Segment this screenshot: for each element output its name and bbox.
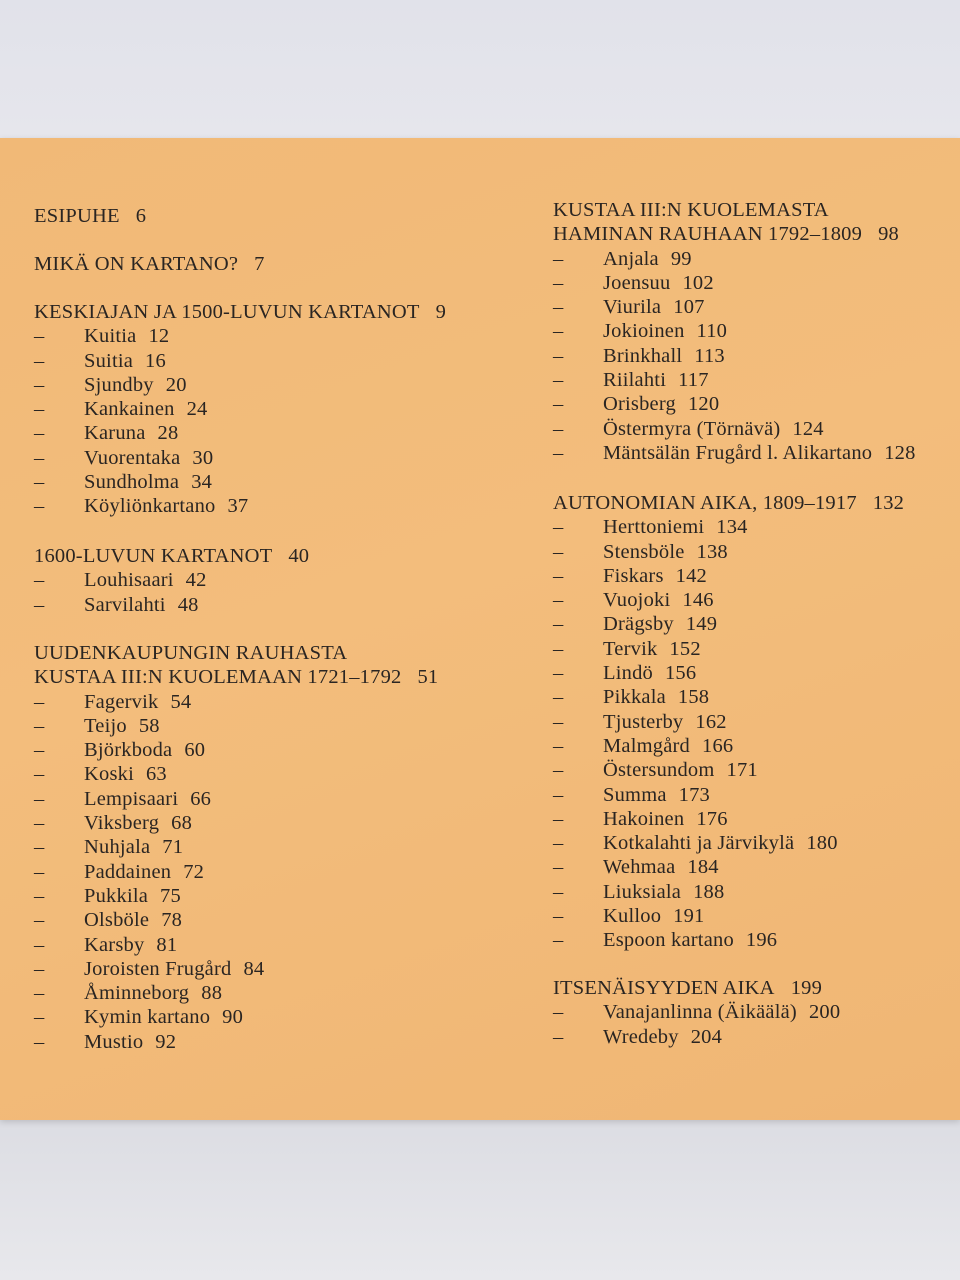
section-title: KUSTAA III:N KUOLEMAAN 1721–1792	[34, 666, 402, 689]
entry-name: Åminneborg	[84, 982, 190, 1005]
toc-entry	[553, 612, 953, 636]
entry-name: Pikkala	[603, 686, 666, 709]
toc-entry	[34, 1005, 484, 1029]
entry-name: Tjusterby	[603, 710, 684, 733]
entry-dash: –	[553, 369, 564, 392]
toc-entry	[34, 714, 484, 738]
toc-section	[553, 491, 953, 953]
entry-page-number: 30	[192, 446, 214, 469]
toc-entry	[553, 271, 953, 295]
entry-dash: –	[553, 905, 564, 928]
toc-entry	[34, 933, 484, 957]
toc-entry	[34, 981, 484, 1005]
toc-section	[553, 976, 953, 1049]
toc-entry	[34, 1030, 484, 1054]
entry-dash: –	[553, 441, 564, 464]
toc-entry	[553, 368, 953, 392]
toc-entry	[553, 661, 953, 685]
entry-page-number: 142	[675, 564, 707, 587]
entry-page-number: 171	[726, 759, 758, 782]
entry-page-number: 81	[156, 933, 178, 956]
entry-name: Joensuu	[603, 271, 671, 294]
entry-dash: –	[553, 832, 564, 855]
entry-name: Espoon kartano	[603, 929, 734, 952]
entry-dash: –	[34, 471, 45, 494]
entry-page-number: 58	[138, 714, 160, 737]
section-title: UUDENKAUPUNGIN RAUHASTA	[34, 642, 348, 664]
entry-dash: –	[34, 1030, 45, 1053]
toc-entry	[553, 685, 953, 709]
toc-entry	[34, 957, 484, 981]
section-title: KUSTAA III:N KUOLEMASTA	[553, 199, 829, 221]
toc-entry	[553, 247, 953, 271]
entry-dash: –	[34, 373, 45, 396]
entry-name: Karsby	[84, 933, 145, 956]
toc-entry	[34, 860, 484, 884]
entry-page-number: 34	[191, 471, 213, 494]
toc-entry	[553, 807, 953, 831]
toc-section	[34, 252, 484, 276]
entry-dash: –	[553, 856, 564, 879]
toc-entry	[553, 295, 953, 319]
section-title: MIKÄ ON KARTANO?	[34, 253, 239, 275]
entry-name: Summa	[603, 783, 667, 806]
entry-name: Björkboda	[84, 739, 173, 762]
entry-dash: –	[34, 1006, 45, 1029]
section-heading	[553, 491, 953, 515]
entry-dash: –	[34, 446, 45, 469]
section-heading	[553, 976, 953, 1000]
entry-page-number: 200	[808, 1001, 841, 1024]
background-top	[0, 0, 960, 140]
entry-dash: –	[34, 349, 45, 372]
section-heading	[34, 252, 484, 276]
entry-page-number: 162	[695, 710, 727, 733]
toc-section	[34, 204, 484, 228]
entry-name: Lempisaari	[84, 787, 179, 810]
entry-page-number: 107	[673, 296, 705, 319]
section-heading	[34, 300, 484, 324]
toc-entry	[553, 831, 953, 855]
entry-page-number: 173	[678, 783, 711, 806]
entry-page-number: 37	[227, 495, 249, 518]
entry-name: Sarvilahti	[84, 593, 166, 616]
section-page-number: 199	[790, 977, 823, 999]
toc-entry	[553, 540, 953, 564]
entry-dash: –	[553, 393, 564, 416]
entry-page-number: 146	[682, 589, 714, 612]
entry-page-number: 166	[702, 734, 734, 757]
entry-page-number: 88	[201, 982, 223, 1005]
entry-dash: –	[553, 686, 564, 709]
entry-name: Liuksiala	[603, 880, 682, 903]
section-title: AUTONOMIAN AIKA, 1809–1917	[553, 492, 857, 514]
entry-name: Herttoniemi	[603, 516, 705, 539]
section-title: 1600-LUVUN KARTANOT	[34, 545, 273, 567]
toc-entry	[34, 738, 484, 762]
entry-name: Louhisaari	[84, 569, 174, 592]
entry-page-number: 68	[171, 812, 193, 835]
entry-page-number: 90	[222, 1006, 244, 1029]
entry-dash: –	[34, 593, 45, 616]
entry-name: Lindö	[603, 662, 653, 685]
entry-dash: –	[34, 812, 45, 835]
entry-name: Orisberg	[603, 393, 676, 416]
entry-page-number: 72	[183, 860, 205, 883]
entry-dash: –	[553, 320, 564, 343]
entry-name: Mäntsälän Frugård l. Alikartano	[603, 441, 873, 464]
toc-entry	[553, 441, 953, 465]
toc-entry	[553, 344, 953, 368]
entry-page-number: 134	[716, 516, 748, 539]
toc-entry	[553, 783, 953, 807]
entry-page-number: 71	[162, 836, 184, 859]
toc-entry	[553, 392, 953, 416]
entry-dash: –	[34, 957, 45, 980]
entry-name: Joroisten Frugård	[84, 957, 232, 980]
entry-name: Sundholma	[84, 471, 180, 494]
entry-name: Suitia	[84, 349, 134, 372]
entry-dash: –	[34, 787, 45, 810]
entry-name: Kulloo	[603, 905, 662, 928]
entry-dash: –	[34, 763, 45, 786]
entry-name: Sjundby	[84, 373, 154, 396]
toc-entry	[553, 904, 953, 928]
toc-entry	[553, 319, 953, 343]
entry-dash: –	[34, 569, 45, 592]
entry-dash: –	[553, 1025, 564, 1048]
section-page-number: 51	[417, 666, 439, 689]
toc-entry	[34, 470, 484, 494]
toc-entry	[553, 880, 953, 904]
entry-name: Köyliönkartano	[84, 495, 216, 518]
entry-dash: –	[34, 836, 45, 859]
toc-entry	[34, 593, 484, 617]
entry-name: Wredeby	[603, 1025, 679, 1048]
section-page-number: 40	[288, 545, 310, 567]
section-page-number: 132	[872, 492, 905, 514]
entry-dash: –	[553, 417, 564, 440]
entry-page-number: 149	[685, 613, 718, 636]
section-heading	[34, 665, 484, 689]
entry-page-number: 113	[694, 344, 725, 367]
entry-page-number: 42	[185, 569, 207, 592]
toc-entry	[553, 734, 953, 758]
entry-dash: –	[553, 589, 564, 612]
toc-entry	[553, 417, 953, 441]
toc-entry	[553, 588, 953, 612]
toc-entry	[553, 564, 953, 588]
entry-dash: –	[553, 516, 564, 539]
section-page-number: 7	[254, 253, 265, 275]
entry-name: Kuitia	[84, 325, 137, 348]
entry-dash: –	[553, 929, 564, 952]
entry-page-number: 156	[664, 662, 697, 685]
section-title: HAMINAN RAUHAAN 1792–1809	[553, 223, 863, 246]
toc-section	[34, 544, 484, 617]
entry-name: Drägsby	[603, 613, 674, 636]
entry-dash: –	[553, 1001, 564, 1024]
entry-name: Fagervik	[84, 690, 159, 713]
entry-page-number: 152	[669, 637, 701, 660]
entry-page-number: 48	[177, 593, 199, 616]
entry-page-number: 120	[687, 393, 720, 416]
toc-entry	[34, 568, 484, 592]
table-of-contents-page	[0, 138, 960, 1120]
entry-name: Viksberg	[84, 812, 160, 835]
entry-dash: –	[34, 690, 45, 713]
entry-dash: –	[34, 860, 45, 883]
entry-name: Tervik	[603, 637, 658, 660]
entry-dash: –	[34, 909, 45, 932]
entry-name: Mustio	[84, 1030, 144, 1053]
entry-name: Wehmaa	[603, 856, 676, 879]
toc-entry	[34, 762, 484, 786]
entry-page-number: 184	[687, 856, 719, 879]
toc-entry	[34, 373, 484, 397]
section-heading	[553, 198, 953, 222]
toc-entry	[34, 835, 484, 859]
section-title: ESIPUHE	[34, 205, 120, 227]
entry-dash: –	[34, 933, 45, 956]
section-heading	[34, 204, 484, 228]
entry-name: Olsböle	[84, 909, 150, 932]
entry-page-number: 180	[806, 832, 838, 855]
toc-entry	[34, 349, 484, 373]
entry-name: Fiskars	[603, 564, 664, 587]
entry-page-number: 54	[170, 690, 192, 713]
toc-section	[34, 641, 484, 1054]
section-heading	[34, 544, 484, 568]
section-heading	[34, 641, 484, 665]
entry-name: Paddainen	[84, 860, 172, 883]
entry-page-number: 20	[165, 373, 187, 396]
section-title: ITSENÄISYYDEN AIKA	[553, 977, 775, 999]
entry-dash: –	[553, 710, 564, 733]
toc-entry	[34, 884, 484, 908]
entry-page-number: 28	[157, 422, 179, 445]
entry-page-number: 110	[696, 320, 728, 343]
entry-page-number: 188	[693, 880, 725, 903]
entry-name: Kankainen	[84, 398, 175, 421]
entry-dash: –	[34, 422, 45, 445]
entry-name: Kotkalahti ja Järvikylä	[603, 832, 795, 855]
toc-entry	[553, 637, 953, 661]
entry-page-number: 124	[792, 417, 824, 440]
entry-dash: –	[34, 739, 45, 762]
entry-dash: –	[34, 325, 45, 348]
toc-section	[553, 198, 953, 465]
entry-page-number: 128	[884, 441, 916, 464]
toc-entry	[34, 811, 484, 835]
entry-page-number: 176	[696, 807, 728, 830]
toc-entry	[553, 1000, 953, 1024]
entry-page-number: 92	[155, 1030, 177, 1053]
toc-entry	[553, 1025, 953, 1049]
entry-page-number: 16	[145, 349, 166, 372]
entry-name: Vanajanlinna (Äikäälä)	[603, 1001, 797, 1024]
entry-page-number: 63	[145, 763, 167, 786]
entry-dash: –	[553, 783, 564, 806]
section-heading	[553, 222, 953, 246]
background-bottom	[0, 1118, 960, 1280]
section-page-number: 9	[435, 301, 447, 323]
toc-entry	[34, 908, 484, 932]
entry-dash: –	[553, 296, 564, 319]
entry-page-number: 66	[190, 787, 212, 810]
entry-dash: –	[553, 271, 564, 294]
entry-name: Anjala	[603, 247, 659, 270]
entry-page-number: 138	[696, 540, 728, 563]
entry-name: Nuhjala	[84, 836, 151, 859]
entry-dash: –	[34, 884, 45, 907]
entry-page-number: 84	[243, 957, 265, 980]
entry-dash: –	[553, 613, 564, 636]
section-title: KESKIAJAN JA 1500-LUVUN KARTANOT	[34, 301, 420, 323]
entry-page-number: 102	[682, 271, 714, 294]
entry-name: Östersundom	[603, 759, 715, 782]
entry-name: Teijo	[84, 714, 127, 737]
entry-name: Kymin kartano	[84, 1006, 211, 1029]
section-page-number: 98	[878, 223, 899, 246]
entry-name: Malmgård	[603, 734, 690, 757]
toc-entry	[34, 324, 484, 348]
entry-name: Brinkhall	[603, 344, 683, 367]
toc-entry	[34, 690, 484, 714]
entry-dash: –	[34, 714, 45, 737]
toc-entry	[34, 421, 484, 445]
toc-entry	[34, 787, 484, 811]
entry-dash: –	[553, 247, 564, 270]
entry-dash: –	[34, 982, 45, 1005]
entry-dash: –	[553, 880, 564, 903]
entry-dash: –	[553, 540, 564, 563]
toc-entry	[553, 928, 953, 952]
entry-name: Viurila	[603, 296, 662, 319]
entry-name: Vuorentaka	[84, 446, 181, 469]
entry-name: Karuna	[84, 422, 146, 445]
entry-page-number: 60	[184, 739, 206, 762]
entry-dash: –	[553, 344, 564, 367]
entry-page-number: 196	[745, 929, 778, 952]
entry-page-number: 78	[161, 909, 183, 932]
toc-entry	[553, 515, 953, 539]
entry-dash: –	[553, 662, 564, 685]
entry-page-number: 24	[186, 398, 208, 421]
entry-dash: –	[553, 564, 564, 587]
entry-name: Vuojoki	[603, 589, 671, 612]
entry-page-number: 158	[677, 686, 710, 709]
entry-dash: –	[553, 759, 564, 782]
entry-name: Jokioinen	[603, 320, 685, 343]
toc-entry	[553, 710, 953, 734]
entry-page-number: 99	[670, 247, 692, 270]
entry-name: Koski	[84, 763, 134, 786]
entry-dash: –	[34, 495, 45, 518]
entry-name: Hakoinen	[603, 807, 685, 830]
entry-page-number: 117	[678, 369, 709, 392]
entry-dash: –	[34, 398, 45, 421]
entry-page-number: 191	[673, 905, 705, 928]
toc-entry	[553, 855, 953, 879]
entry-dash: –	[553, 637, 564, 660]
entry-name: Riilahti	[603, 369, 667, 392]
entry-dash: –	[553, 807, 564, 830]
section-page-number: 6	[135, 205, 147, 227]
entry-name: Pukkila	[84, 884, 149, 907]
entry-name: Stensböle	[603, 540, 685, 563]
entry-dash: –	[553, 734, 564, 757]
toc-entry	[34, 494, 484, 518]
toc-entry	[34, 397, 484, 421]
entry-page-number: 75	[160, 884, 181, 907]
entry-page-number: 204	[690, 1025, 723, 1048]
entry-page-number: 12	[148, 325, 170, 348]
entry-name: Östermyra (Törnävä)	[603, 417, 781, 440]
toc-section	[34, 300, 484, 519]
toc-entry	[34, 446, 484, 470]
toc-entry	[553, 758, 953, 782]
